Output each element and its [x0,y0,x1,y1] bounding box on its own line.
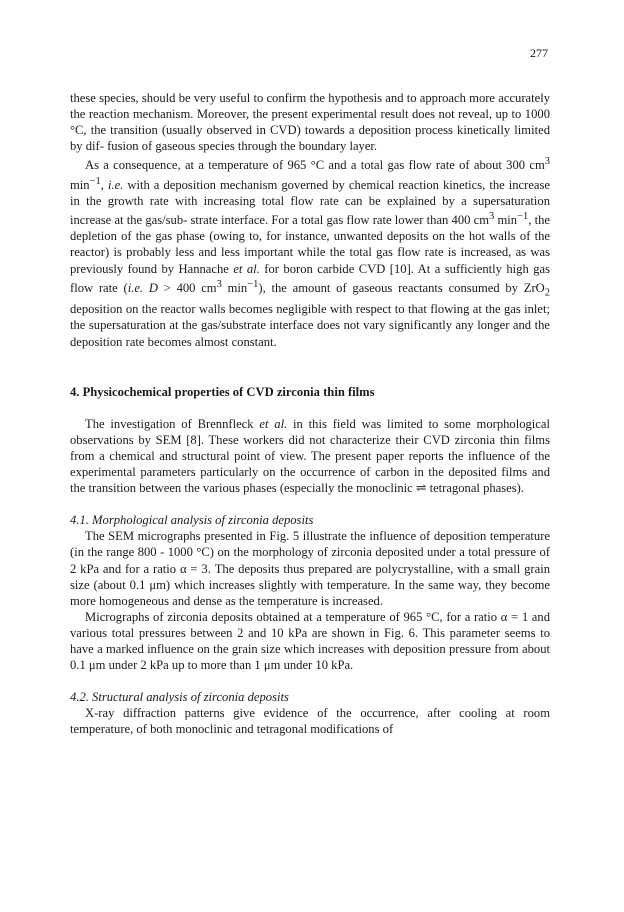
paragraph-gas-flow-rate [70,154,550,349]
text-run: The investigation of Brennfleck [85,416,260,431]
text-run: with a deposition mechanism governed by chemical reaction kinetics, the increase in the growth rate with increasing total flow rate can be explained by a supersaturation increase at the gas/sub- strate interface. For a total gas flow rate lower than 400 cm [70,177,550,228]
text-run: ), the amount of gaseous reactants consumed by ZrO [258,280,545,295]
paragraph-xray: X-ray diffraction patterns give evidence of the occurrence, after cooling at room temperature, of both monoclinic and tetragonal modifications of [70,706,550,737]
superscript: 3 [489,211,495,223]
italic-text: i.e. [107,177,124,192]
text-run: min [70,177,90,192]
superscript: −1 [247,278,259,290]
text-run: > 400 cm [157,280,217,295]
superscript: 3 [216,278,222,290]
italic-text: i.e. D [127,280,158,295]
text-run: As a consequence, at a temperature of 965 °C and a total gas flow rate of about 300 cm [85,158,545,173]
subsection-heading-structure: 4.2. Structural analysis of zirconia deposits [70,690,289,705]
subsection-heading-morphology: 4.1. Morphological analysis of zirconia deposits [70,513,314,528]
text-run: , the depletion of the gas phase (owing to, for instance, unwanted deposits on the hot walls of the reactor) is probably less and less important while the total gas flow rate is increased, as was previously found by Hannache [70,213,551,276]
italic-text: et al. [233,261,260,276]
italic-text: et al. [259,416,288,431]
page-body [70,90,550,737]
superscript: −1 [89,175,101,187]
paragraph-sem-micrographs: The SEM micrographs presented in Fig. 5 illustrate the influence of deposition temperature (in the range 800 - 1000 °C) on the morphology of zirconia deposited under a total pressure of 2 kPa and for a ratio α = 3. The deposits thus prepared are polycrystalline, with a small grain size (about 0.1 μm) which increases slightly with temperature. In the same way, they become more homogeneous and dense as the temperature is increased. [70,529,550,608]
subscript: 2 [544,287,550,299]
section-heading: 4. Physicochemical properties of CVD zirconia thin films [70,384,375,399]
page-number: 277 [530,46,548,60]
text-run: min [221,280,248,295]
superscript: 3 [544,156,550,168]
paragraph-boundary-layer: these species, should be very useful to confirm the hypothesis and to approach more accurately the reaction mechanism. Moreover, the present experimental result does not reveal, up to 1000 °C, the transition (usually observed in CVD) towards a deposition process kinetically limited by dif- fusion of gaseous species through the boundary layer. [70,91,550,154]
text-run: deposition on the reactor walls becomes negligible with respect to that flowing at the gas inlet; the supersaturation at the gas/substrate interface does not vary significantly any longer and the deposition rate becomes almost constant. [70,302,550,349]
text-run: for boron carbide CVD [10]. At a sufficiently high gas flow rate ( [70,261,550,295]
paragraph-brennfleck [70,416,550,496]
paragraph-pressure-influence: Micrographs of zirconia deposits obtained at a temperature of 965 °C, for a ratio α = 1 and various total pressures between 2 and 10 kPa are shown in Fig. 6. This parameter seems to have a marked influence on the grain size which increases with deposition pressure from about 0.1 μm under 2 kPa up to more than 1 μm under 10 kPa. [70,609,550,673]
text-run: , [100,177,108,192]
superscript: −1 [517,211,529,223]
text-run: in this field was limited to some morphological observations by SEM [8]. These workers did not characterize their CVD zirconia thin films from a chemical and structural point of view. The present paper reports the influence of the experimental parameters particularly on the occurrence of carbon in the deposited films and the transition between the various phases (especially the monoclinic ⇌ tetragonal phases). [70,416,550,496]
text-run: min [494,213,518,228]
